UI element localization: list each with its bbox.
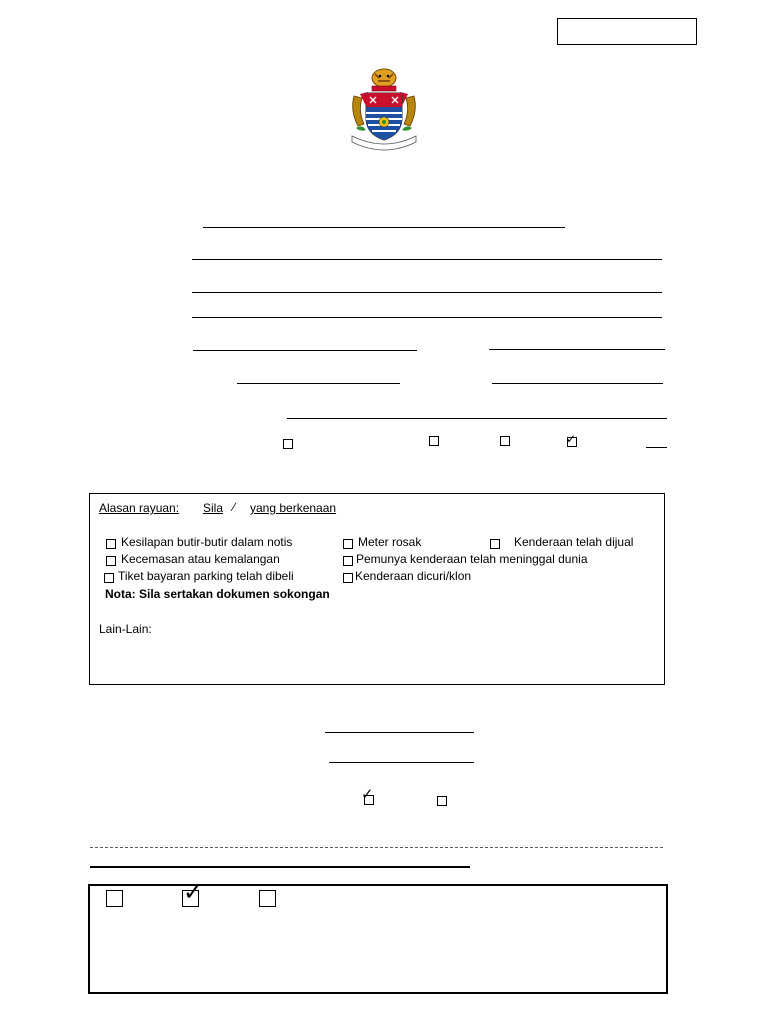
reason-label-ticket-bought: Tiket bayaran parking telah dibeli: [118, 569, 294, 583]
other-reason-label: Lain-Lain:: [99, 622, 152, 636]
reason-checkbox-owner-deceased[interactable]: [343, 556, 353, 566]
crest-icon: [346, 66, 422, 154]
lower-checkbox-2[interactable]: [437, 796, 447, 806]
reason-label-vehicle-stolen: Kenderaan dicuri/klon: [355, 569, 472, 583]
reason-label-owner-deceased: Pemunya kenderaan telah meninggal dunia: [356, 552, 588, 566]
signature-line-1[interactable]: [325, 732, 474, 733]
reason-label-emergency: Kecemasan atau kemalangan: [121, 552, 280, 566]
reason-checkbox-vehicle-sold[interactable]: [490, 539, 500, 549]
office-checkbox-3[interactable]: [259, 890, 276, 907]
check-mark-icon: ✓: [566, 432, 577, 446]
field-line-5b[interactable]: [489, 349, 665, 350]
option-checkbox-3[interactable]: [500, 436, 510, 446]
office-use-box: [88, 878, 668, 994]
reasons-note: Nota: Sila sertakan dokumen sokongan: [105, 587, 330, 601]
reason-checkbox-emergency[interactable]: [106, 556, 116, 566]
field-line-2[interactable]: [192, 259, 662, 260]
reason-label-vehicle-sold: Kenderaan telah dijual: [514, 535, 634, 549]
reasons-header-sila: Sila: [203, 501, 224, 515]
field-line-7[interactable]: [287, 418, 667, 419]
option-checkbox-1[interactable]: [283, 439, 293, 449]
office-checkbox-1[interactable]: [106, 890, 123, 907]
reasons-header-prefix: Alasan rayuan:: [99, 501, 180, 515]
field-line-6a[interactable]: [237, 383, 400, 384]
field-line-1[interactable]: [203, 227, 565, 228]
reason-label-meter-broken: Meter rosak: [358, 535, 422, 549]
field-line-8[interactable]: [646, 447, 667, 448]
signature-line-2[interactable]: [329, 762, 474, 763]
reason-checkbox-vehicle-stolen[interactable]: [343, 573, 353, 583]
check-mark-icon: ✓: [183, 878, 204, 906]
reasons-header-suffix: yang berkenaan: [250, 501, 337, 515]
reason-checkbox-meter-broken[interactable]: [343, 539, 353, 549]
reason-label-notice-error: Kesilapan butir-butir dalam notis: [121, 535, 293, 549]
crest-logo: [346, 66, 422, 154]
field-line-4[interactable]: [192, 317, 662, 318]
option-checkbox-2[interactable]: [429, 436, 439, 446]
reason-checkbox-notice-error[interactable]: [106, 539, 116, 549]
field-line-3[interactable]: [192, 292, 662, 293]
reason-checkbox-ticket-bought[interactable]: [104, 573, 114, 583]
cut-line-divider: [90, 847, 663, 848]
office-section-heading-line: [90, 866, 470, 868]
field-line-6b[interactable]: [492, 383, 663, 384]
reasons-header-tick: ⁄: [233, 500, 236, 514]
field-line-5a[interactable]: [193, 350, 417, 351]
reference-number-box[interactable]: [557, 18, 697, 45]
check-mark-icon: ✓: [361, 785, 374, 803]
appeal-reasons-box: [89, 493, 665, 685]
